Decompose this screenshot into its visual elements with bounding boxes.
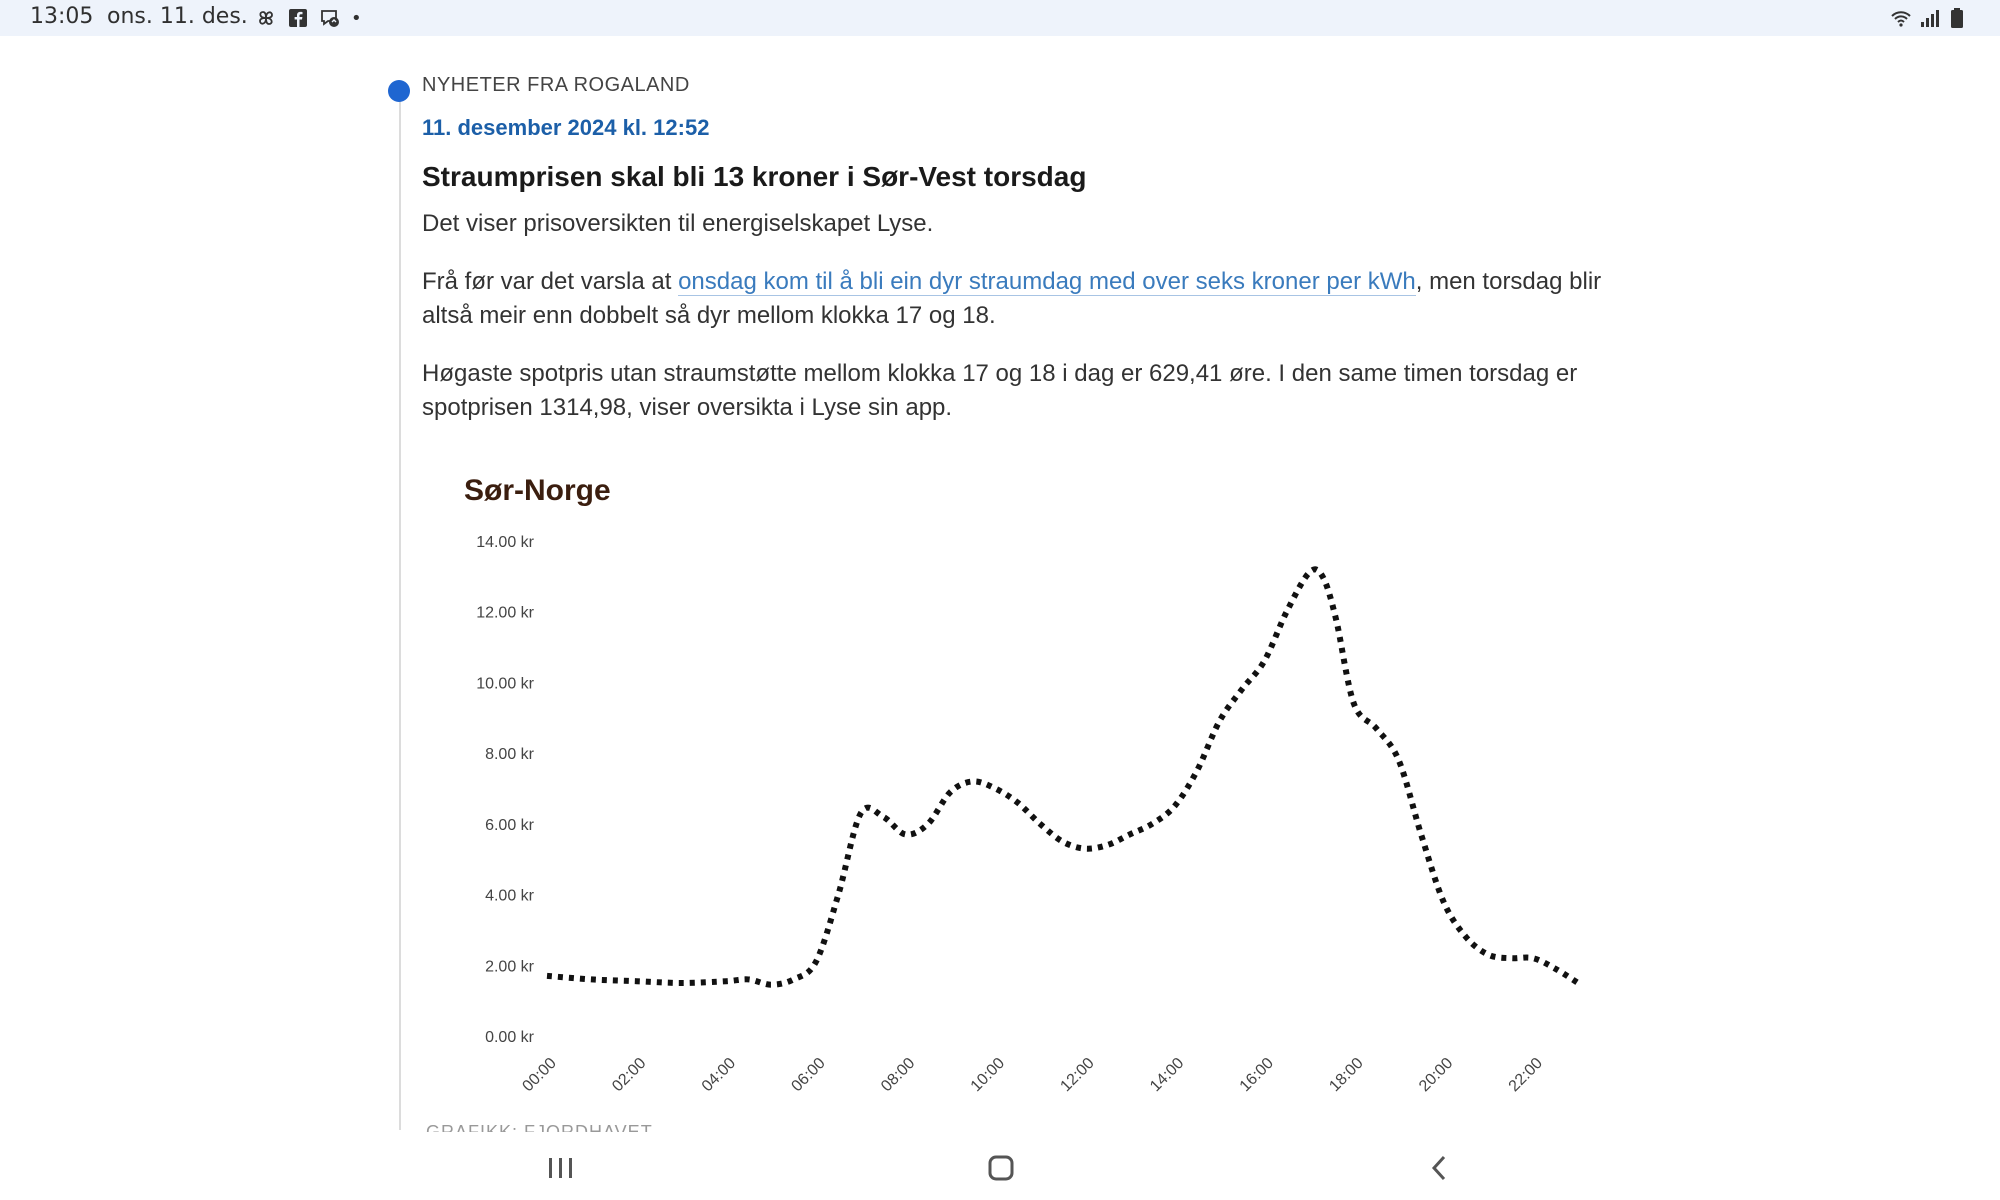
price-series-line <box>547 569 1578 984</box>
signal-icon <box>1918 7 1940 29</box>
status-date: ons. 11. des. <box>107 4 248 29</box>
y-tick-label: 2.00 kr <box>485 958 534 976</box>
article-lead: Det viser prisoversikten til energiselskapet Lyse. <box>422 210 934 237</box>
article-headline: Straumprisen skal bli 13 kroner i Sør-Vest torsdag <box>422 161 1087 192</box>
battery-icon <box>1946 7 1968 29</box>
y-tick-label: 0.00 kr <box>485 1029 534 1046</box>
paragraph-1-text-start: Frå før var det varsla at <box>422 268 679 295</box>
back-icon[interactable] <box>1420 1150 1460 1186</box>
x-tick-label: 08:00 <box>878 1054 919 1096</box>
article-inline-link[interactable]: onsdag kom til å bli ein dyr straumdag med over seks kroner per kWh <box>678 268 1416 295</box>
article-paragraph-1 <box>422 265 1602 333</box>
y-tick-label: 4.00 kr <box>485 887 534 905</box>
x-tick-label: 06:00 <box>788 1054 829 1096</box>
notification-icons <box>255 7 362 29</box>
x-tick-label: 02:00 <box>609 1054 650 1096</box>
article-date: 11. desember 2024 kl. 12:52 <box>422 115 710 140</box>
pinwheel-icon <box>255 7 277 29</box>
timeline-dot <box>388 80 410 102</box>
wifi-icon <box>1890 7 1912 29</box>
x-tick-label: 04:00 <box>698 1054 740 1096</box>
y-tick-label: 6.00 kr <box>485 816 534 834</box>
status-more-dot: • <box>351 7 362 29</box>
price-chart <box>422 468 1602 1118</box>
status-time: 13:05 <box>30 4 94 29</box>
recent-apps-icon[interactable] <box>541 1150 581 1186</box>
y-tick-label: 12.00 kr <box>476 604 534 622</box>
facebook-icon <box>287 7 309 29</box>
x-tick-label: 10:00 <box>967 1054 1009 1096</box>
x-tick-label: 14:00 <box>1147 1054 1188 1096</box>
chart-svg <box>422 468 1602 1118</box>
navigation-bar <box>0 1132 2000 1200</box>
status-bar <box>0 0 2000 36</box>
system-icons <box>1890 7 1968 29</box>
home-icon[interactable] <box>981 1150 1021 1186</box>
article <box>422 74 1602 425</box>
y-tick-label: 8.00 kr <box>485 746 534 764</box>
x-tick-label: 12:00 <box>1057 1054 1098 1096</box>
x-tick-label: 16:00 <box>1236 1054 1278 1096</box>
y-tick-label: 10.00 kr <box>476 675 534 693</box>
x-tick-label: 00:00 <box>519 1054 560 1096</box>
chart-title: Sør-Norge <box>464 474 611 507</box>
x-tick-label: 20:00 <box>1416 1054 1457 1096</box>
messenger-icon <box>319 7 341 29</box>
timeline-line <box>399 90 401 1130</box>
article-kicker: NYHETER FRA ROGALAND <box>422 74 690 96</box>
y-tick-label: 14.00 kr <box>476 534 534 551</box>
x-tick-label: 18:00 <box>1326 1054 1367 1096</box>
article-paragraph-2: Høgaste spotpris utan straumstøtte mellom klokka 17 og 18 i dag er 629,41 øre. I den same timen torsdag er spotprisen 1314,98, viser oversikta i Lyse sin app. <box>422 360 1578 421</box>
paragraph-1-text-end: , men torsdag blir altså meir enn dobbelt så dyr mellom klokka 17 og 18. <box>422 268 1602 329</box>
x-tick-label: 22:00 <box>1505 1054 1547 1096</box>
